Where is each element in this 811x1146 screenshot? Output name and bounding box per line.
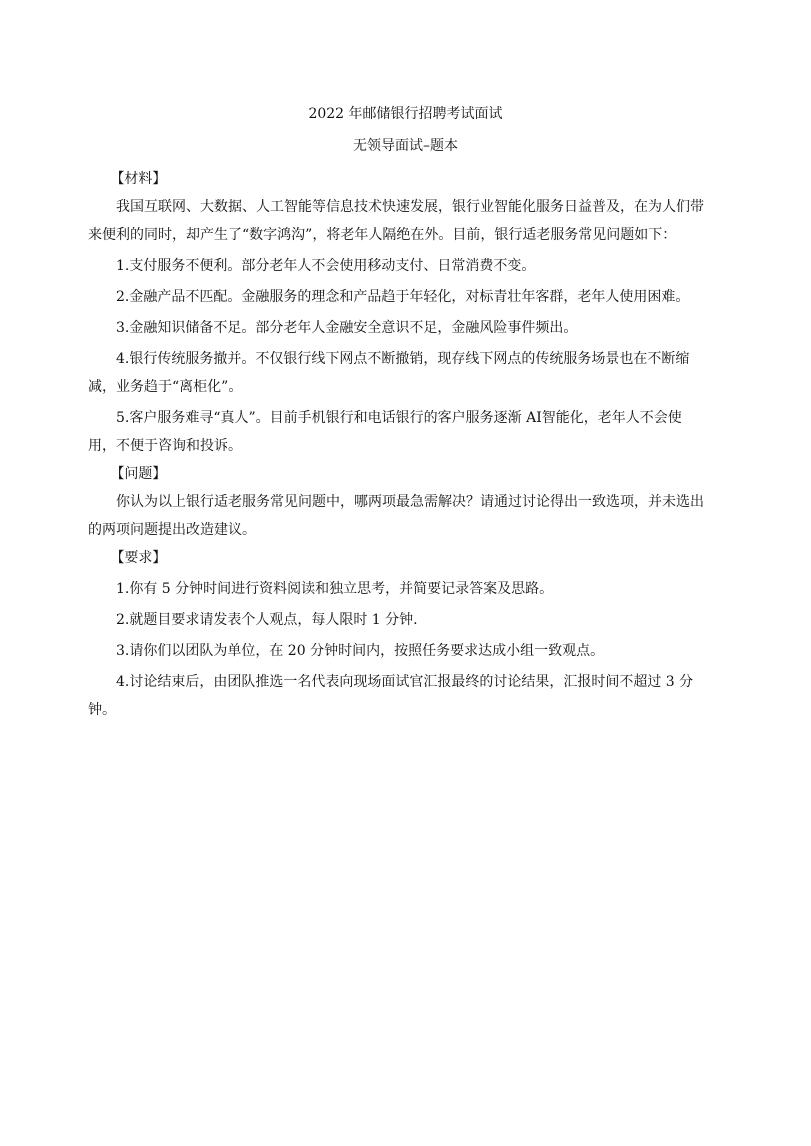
requirement-item-1: 1.你有 5 分钟时间进行资料阅读和独立思考，并简要记录答案及思路。 [116, 581, 554, 597]
document-subtitle: 无领导面试–题本 [353, 138, 458, 154]
material-item-4: 4.银行传统服务撤并。不仅银行线下网点不断撤销，现存线下网点的传统服务场景也在不断缩减，业务趋于“离柜化”。 [88, 351, 690, 395]
material-heading: 【材料】 [110, 171, 167, 187]
material-item-2: 2.金融产品不匹配。金融服务的理念和产品趋于年轻化，对标青壮年客群，老年人使用困难。 [116, 289, 690, 305]
requirement-item-3: 3.请你们以团队为单位，在 20 分钟时间内，按照任务要求达成小组一致观点。 [116, 643, 605, 659]
document-title: 2022 年邮储银行招聘考试面试 [308, 106, 503, 122]
material-item-1: 1.支付服务不便利。部分老年人不会使用移动支付、日常消费不变。 [116, 258, 536, 274]
requirement-item-4: 4.讨论结束后，由团队推选一名代表向现场面试官汇报最终的讨论结果，汇报时间不超过 3 分钟。 [88, 674, 694, 718]
material-item-5: 5.客户服务难寻“真人”。目前手机银行和电话银行的客户服务逐渐 AI智能化，老年人不会使用，不便于咨询和投诉。 [88, 410, 682, 454]
requirement-item-2: 2.就题目要求请发表个人观点，每人限时 1 分钟. [116, 612, 418, 628]
material-item-3: 3.金融知识储备不足。部分老年人金融安全意识不足，金融风险事件频出。 [116, 320, 578, 336]
material-intro: 我国互联网、大数据、人工智能等信息技术快速发展，银行业智能化服务日益普及，在为人们带来便利的同时，却产生了“数字鸿沟”，将老年人隔绝在外。目前，银行适老服务常见问题如下： [88, 199, 704, 243]
requirements-heading: 【要求】 [110, 550, 167, 566]
question-heading: 【问题】 [110, 466, 167, 482]
question-text: 你认为以上银行适老服务常见问题中，哪两项最急需解决？请通过讨论得出一致选项，并未选出的两项问题提出改造建议。 [88, 494, 704, 538]
document-body [88, 165, 705, 724]
